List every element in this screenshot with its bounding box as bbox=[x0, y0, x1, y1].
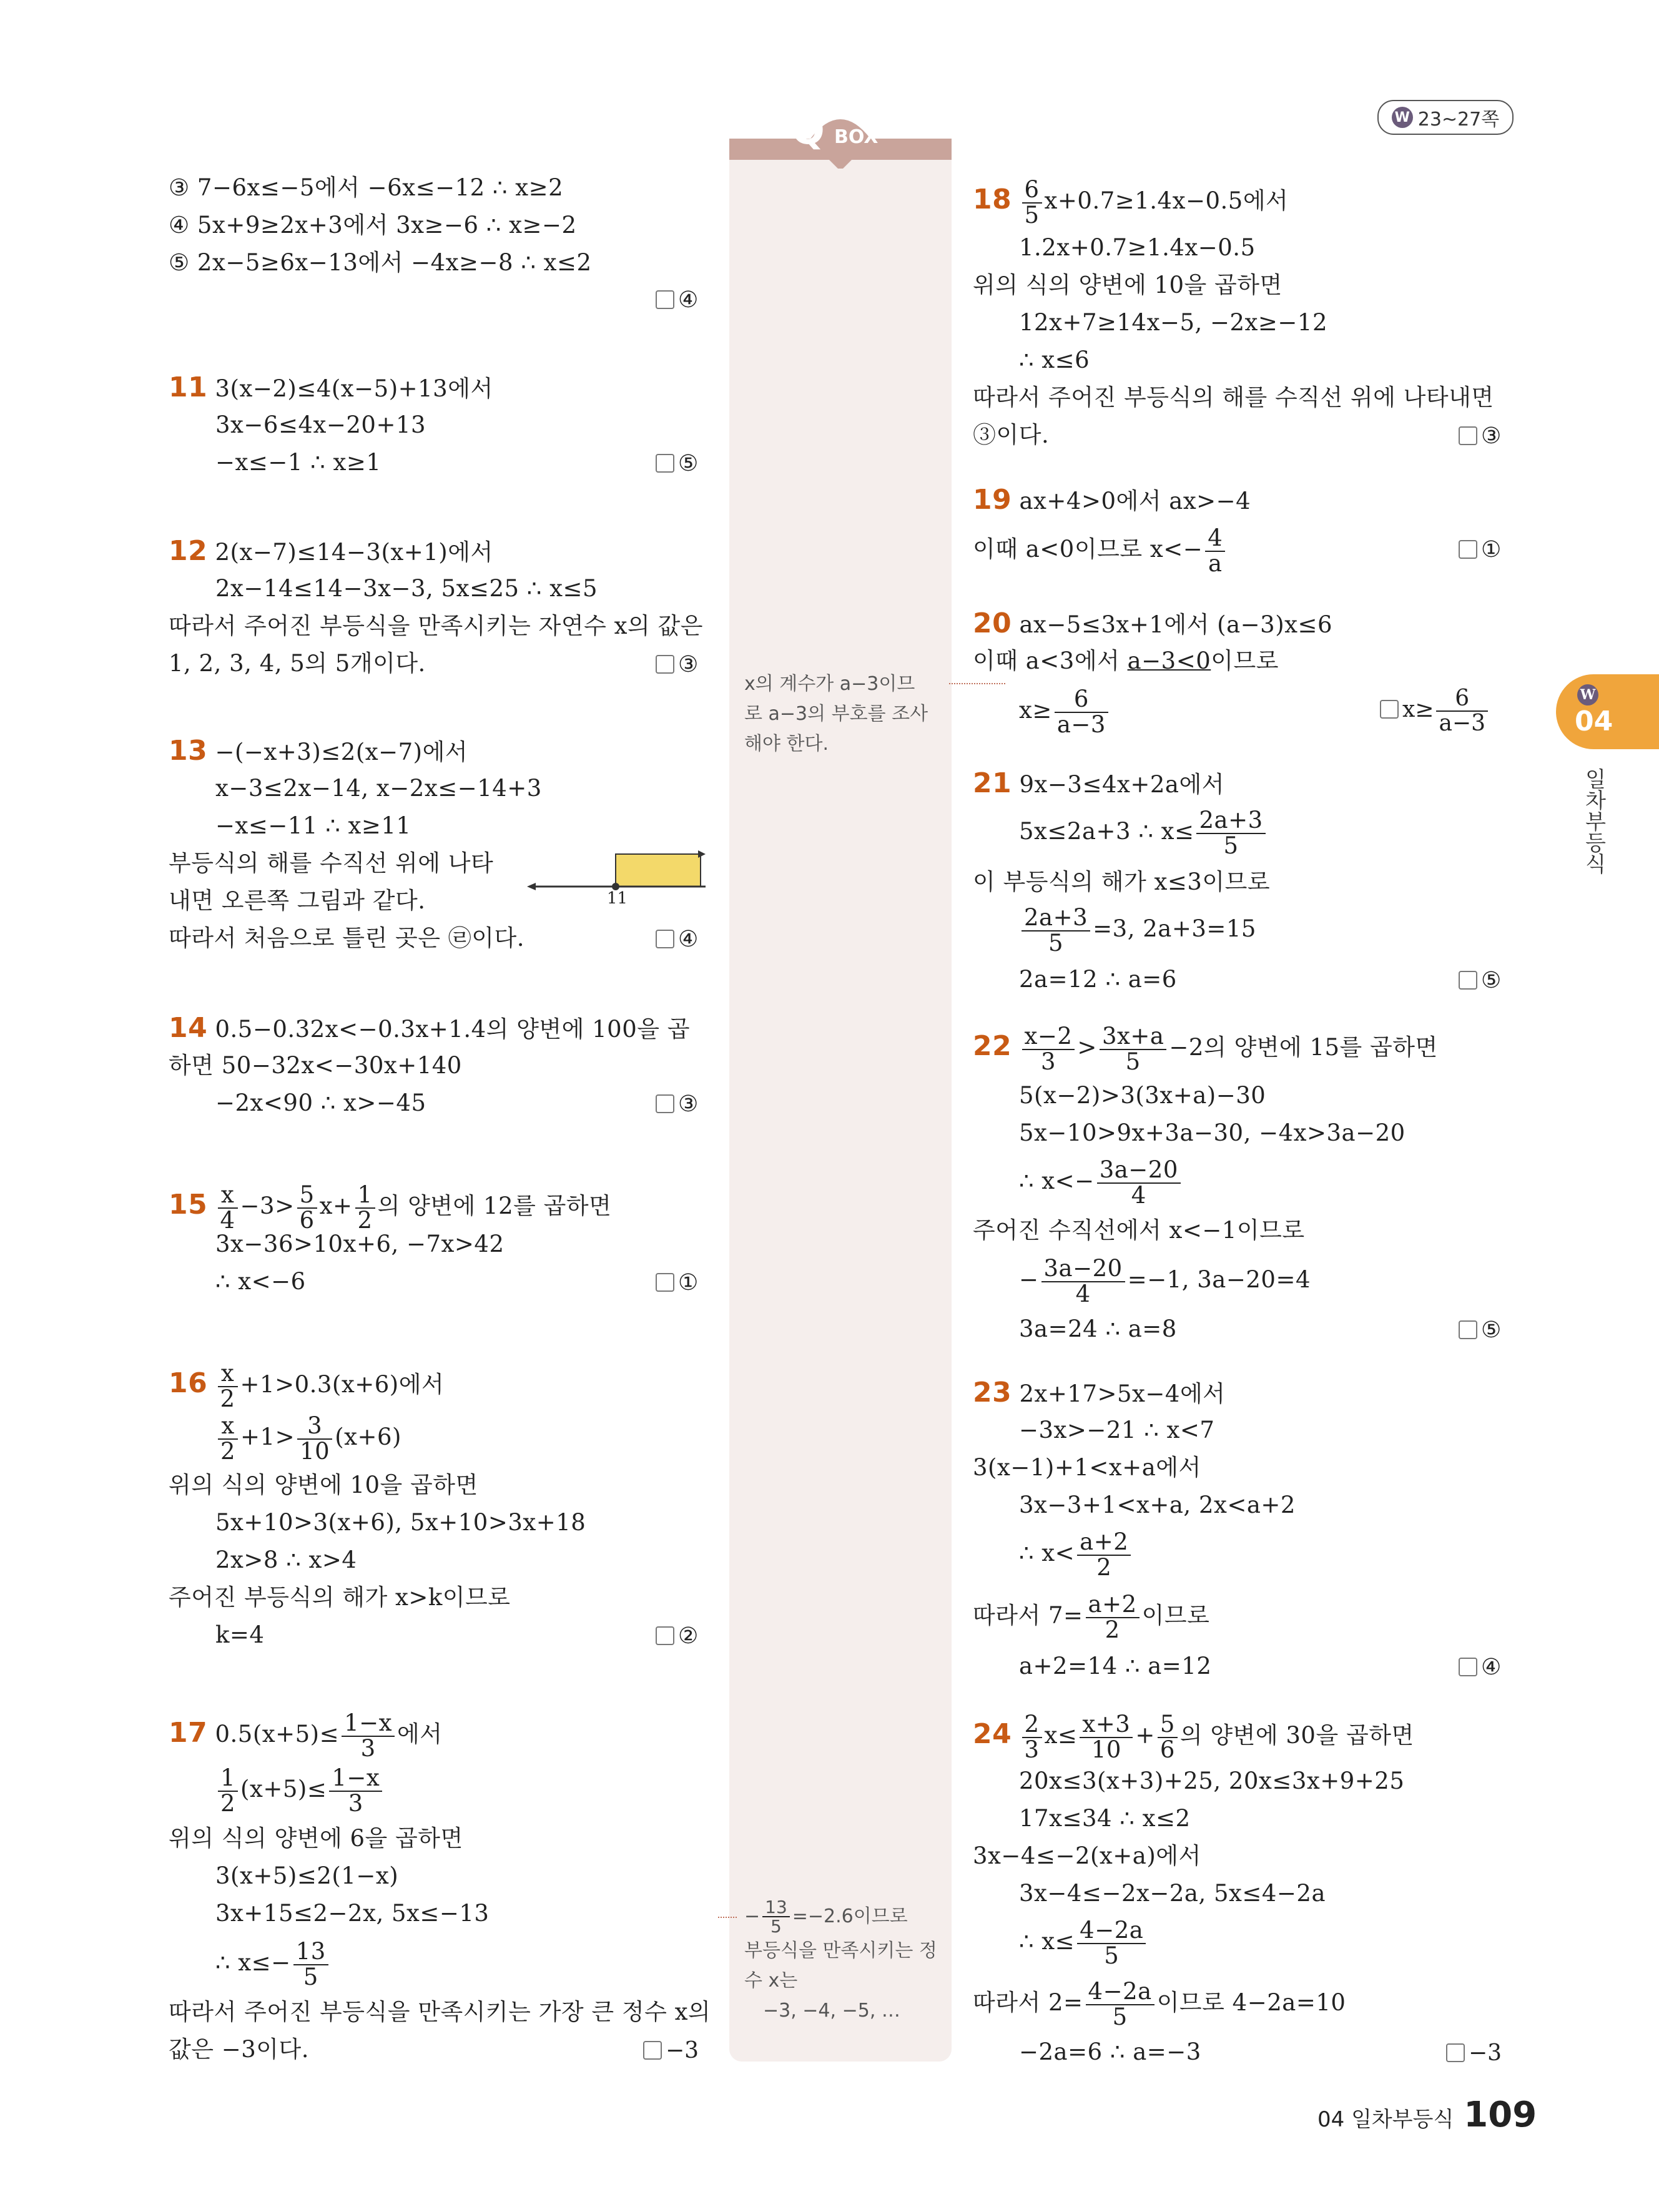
p22-line3: 5x−10>9x+3a−30, −4x>3a−20 bbox=[1019, 1119, 1405, 1146]
answer-icon bbox=[1459, 540, 1477, 559]
p22-line2: 5(x−2)>3(3x+a)−30 bbox=[1019, 1082, 1266, 1109]
p22-line5: 주어진 수직선에서 x<−1이므로 bbox=[973, 1217, 1305, 1244]
q-box-note-20: x의 계수가 a−3이므 로 a−3의 부호를 조사 해야 한다. bbox=[744, 673, 928, 755]
p12-line4: 1, 2, 3, 4, 5의 5개이다. bbox=[169, 650, 426, 677]
p20-line3: x≥ $\frac{6}{a-3}$ bbox=[1019, 686, 1111, 737]
p15-line2: 3x−36>10x+6, −7x>42 bbox=[215, 1231, 505, 1257]
answer-icon bbox=[1459, 426, 1477, 445]
p13-line2: x−3≤2x−14, x−2x≤−14+3 bbox=[215, 775, 542, 802]
workbook-icon: W bbox=[1577, 684, 1598, 705]
p21-line5: 2a=12 ∴ a=6 bbox=[1019, 966, 1177, 993]
chapter-title-vertical: 일차부등식 bbox=[1581, 768, 1606, 874]
p19-line2: 이때 a<0이므로 x<− $\frac{4}{a}$ bbox=[973, 524, 1228, 576]
p17-line7: 따라서 주어진 부등식을 만족시키는 가장 큰 정수 x의 bbox=[169, 1998, 711, 2025]
p13-line6: 따라서 처음으로 틀린 곳은 ㉣이다. bbox=[169, 925, 524, 951]
q-box-pointer-20 bbox=[949, 683, 1005, 684]
answer-24: −3 bbox=[1446, 2040, 1502, 2066]
p18-line4: 12x+7≥14x−5, −2x≥−12 bbox=[1019, 309, 1327, 336]
p18-line6: 따라서 주어진 부등식의 해를 수직선 위에 나타내면 bbox=[973, 384, 1494, 411]
answer-icon bbox=[1446, 2043, 1465, 2062]
p10-line2: ④ 5x+9≥2x+3에서 3x≥−6 ∴ x≥−2 bbox=[169, 212, 577, 238]
p23-line5: ∴ x< $\frac{a+2}{2}$ bbox=[1019, 1528, 1133, 1580]
answer-icon bbox=[656, 1273, 674, 1292]
page-range: 23~27쪽 bbox=[1417, 109, 1500, 130]
q-box-note-17: − $\frac{13}{5}$ =−2.6이므로 부등식을 만족시키는 정 수 x는 −3, −4, −5, … bbox=[744, 1897, 937, 2022]
answer-21: ⑤ bbox=[1459, 968, 1501, 993]
p11-line3: −x≤−1 ∴ x≥1 bbox=[215, 449, 382, 476]
p23-line1: 23 2x+17>5x−4에서 bbox=[973, 1377, 1226, 1408]
p14-line1: 14 0.5−0.32x<−0.3x+1.4의 양변에 100을 곱 bbox=[169, 1012, 691, 1044]
q-box-column bbox=[729, 139, 952, 2062]
answer-19: ① bbox=[1459, 537, 1501, 563]
answer-13: ④ bbox=[656, 927, 698, 952]
p14-line3: −2x<90 ∴ x>−45 bbox=[215, 1089, 426, 1116]
q-box-label: BOX bbox=[834, 126, 879, 148]
p23-line3: 3(x−1)+1<x+a에서 bbox=[973, 1454, 1201, 1481]
p21-line1: 21 9x−3≤4x+2a에서 bbox=[973, 767, 1224, 799]
answer-icon bbox=[1459, 971, 1477, 990]
p24-line1: 24 $\frac{2}{3}$ x≤ $\frac{x+3}{10}$ + $\frac{5}{6}$ 의 양변에 30을 곱하면 bbox=[973, 1710, 1414, 1763]
answer-icon bbox=[1459, 1320, 1477, 1339]
page-range-badge bbox=[1377, 100, 1514, 135]
p20-line1: 20 ax−5≤3x+1에서 (a−3)x≤6 bbox=[973, 607, 1333, 639]
p24-line8: −2a=6 ∴ a=−3 bbox=[1019, 2038, 1201, 2065]
p21-line3: 이 부등식의 해가 x≤3이므로 bbox=[973, 868, 1271, 895]
p16-line6: 주어진 부등식의 해가 x>k이므로 bbox=[169, 1584, 511, 1611]
p23-line6: 따라서 7= $\frac{a+2}{2}$ 이므로 bbox=[973, 1590, 1210, 1643]
p17-line1: 17 0.5(x+5)≤ $\frac{1-x}{3}$ 에서 bbox=[169, 1709, 443, 1762]
p15-line3: ∴ x<−6 bbox=[215, 1268, 306, 1295]
answer-icon bbox=[1459, 1658, 1477, 1676]
answer-icon bbox=[656, 1626, 674, 1645]
answer-15: ① bbox=[656, 1270, 698, 1295]
p24-line7: 따라서 2= $\frac{4-2a}{5}$ 이므로 4−2a=10 bbox=[973, 1977, 1346, 2030]
p24-line3: 17x≤34 ∴ x≤2 bbox=[1019, 1805, 1191, 1832]
p24-line5: 3x−4≤−2x−2a, 5x≤4−2a bbox=[1019, 1880, 1326, 1907]
p10-line1: ③ 7−6x≤−5에서 −6x≤−12 ∴ x≥2 bbox=[169, 174, 564, 201]
p13-line4: 부등식의 해를 수직선 위에 나타 bbox=[169, 850, 494, 877]
q-box-pointer-17 bbox=[718, 1917, 737, 1918]
p16-line4: 5x+10>3(x+6), 5x+10>3x+18 bbox=[215, 1509, 586, 1536]
p22-line1: 22 $\frac{x-2}{3}$ > $\frac{3x+a}{5}$ −2의 양변에 15를 곱하면 bbox=[973, 1022, 1438, 1075]
p22-line7: 3a=24 ∴ a=8 bbox=[1019, 1315, 1177, 1342]
chapter-number: 04 bbox=[1575, 705, 1613, 737]
p24-line6: ∴ x≤ $\frac{4-2a}{5}$ bbox=[1019, 1917, 1148, 1968]
answer-icon bbox=[1380, 700, 1399, 719]
p12-line3: 따라서 주어진 부등식을 만족시키는 자연수 x의 값은 bbox=[169, 612, 704, 639]
p12-line1: 12 2(x−7)≤14−3(x+1)에서 bbox=[169, 535, 493, 567]
p18-line7: ③이다. bbox=[973, 421, 1050, 448]
p17-line6: ∴ x≤− $\frac{13}{5}$ bbox=[215, 1938, 331, 1989]
answer-icon bbox=[656, 655, 674, 674]
p23-line2: −3x>−21 ∴ x<7 bbox=[1019, 1417, 1215, 1443]
p11-line1: 11 3(x−2)≤4(x−5)+13에서 bbox=[169, 371, 493, 403]
p21-line4: $\frac{2a+3}{5}$ =3, 2a+3=15 bbox=[1019, 904, 1256, 955]
answer-11: ⑤ bbox=[656, 451, 698, 476]
answer-23: ④ bbox=[1459, 1654, 1501, 1680]
p17-line2: $\frac{1}{2}$ (x+5)≤ $\frac{1-x}{3}$ bbox=[215, 1764, 385, 1816]
footer-chapter: 04 일차부등식 bbox=[1317, 2107, 1454, 2132]
page-footer bbox=[1317, 2095, 1537, 2135]
p20-line2: 이때 a<3에서 a−3<0이므로 bbox=[973, 647, 1279, 674]
answer-17: −3 bbox=[643, 2038, 699, 2063]
p12-line2: 2x−14≤14−3x−3, 5x≤25 ∴ x≤5 bbox=[215, 575, 598, 602]
p21-line2: 5x≤2a+3 ∴ x≤ $\frac{2a+3}{5}$ bbox=[1019, 807, 1268, 858]
p17-line3: 위의 식의 양변에 6을 곱하면 bbox=[169, 1825, 463, 1852]
p19-line1: 19 ax+4>0에서 ax>−4 bbox=[973, 484, 1251, 516]
answer-icon bbox=[656, 930, 674, 948]
answer-22: ⑤ bbox=[1459, 1317, 1501, 1343]
p18-line3: 위의 식의 양변에 10을 곱하면 bbox=[973, 272, 1282, 298]
p14-line2: 하면 50−32x<−30x+140 bbox=[169, 1052, 462, 1079]
page-number: 109 bbox=[1464, 2095, 1537, 2135]
p13-line3: −x≤−11 ∴ x≥11 bbox=[215, 812, 411, 839]
chapter-tab bbox=[1556, 674, 1659, 749]
answer-icon bbox=[656, 1094, 674, 1113]
p23-line4: 3x−3+1<x+a, 2x<a+2 bbox=[1019, 1492, 1296, 1518]
p24-line4: 3x−4≤−2(x+a)에서 bbox=[973, 1842, 1201, 1869]
q-box-q: Q bbox=[792, 107, 825, 153]
p16-line1: 16 $\frac{x}{2}$ +1>0.3(x+6)에서 bbox=[169, 1359, 445, 1412]
answer-14: ③ bbox=[656, 1091, 698, 1117]
answer-20: x≥ $\frac{6}{a-3}$ bbox=[1380, 687, 1490, 735]
p23-line7: a+2=14 ∴ a=12 bbox=[1019, 1653, 1212, 1679]
answer-icon bbox=[643, 2041, 662, 2060]
p10-line3: ⑤ 2x−5≥6x−13에서 −4x≥−8 ∴ x≤2 bbox=[169, 249, 592, 276]
answer-icon bbox=[656, 290, 674, 309]
p18-line1: 18 $\frac{6}{5}$ x+0.7≥1.4x−0.5에서 bbox=[973, 175, 1289, 229]
q-box-header bbox=[729, 106, 952, 162]
answer-18: ③ bbox=[1459, 423, 1501, 449]
p18-line2: 1.2x+0.7≥1.4x−0.5 bbox=[1019, 234, 1256, 261]
number-line-label: 11 bbox=[607, 889, 628, 908]
answer-12: ③ bbox=[656, 652, 698, 677]
answer-10: ④ bbox=[656, 287, 698, 313]
p17-line5: 3x+15≤2−2x, 5x≤−13 bbox=[215, 1900, 490, 1927]
p11-line2: 3x−6≤4x−20+13 bbox=[215, 411, 426, 438]
p13-line5: 내면 오른쪽 그림과 같다. bbox=[169, 887, 426, 914]
number-line-13 bbox=[524, 849, 712, 912]
p15-line1: 15 $\frac{x}{4}$ −3> $\frac{5}{6}$ x+ $\frac{1}{2}$ 의 양변에 12를 곱하면 bbox=[169, 1181, 612, 1234]
p17-line8: 값은 −3이다. bbox=[169, 2036, 310, 2063]
answer-16: ② bbox=[656, 1623, 698, 1649]
p13-line1: 13 −(−x+3)≤2(x−7)에서 bbox=[169, 735, 468, 767]
p17-line4: 3(x+5)≤2(1−x) bbox=[215, 1862, 399, 1889]
p24-line2: 20x≤3(x+3)+25, 20x≤3x+9+25 bbox=[1019, 1767, 1405, 1794]
p22-line4: ∴ x<− $\frac{3a-20}{4}$ bbox=[1019, 1156, 1183, 1207]
p16-line2: $\frac{x}{2}$ +1> $\frac{3}{10}$ (x+6) bbox=[215, 1412, 401, 1463]
p18-line5: ∴ x≤6 bbox=[1019, 347, 1090, 373]
p22-line6: − $\frac{3a-20}{4}$ =−1, 3a−20=4 bbox=[1019, 1254, 1311, 1307]
p16-line3: 위의 식의 양변에 10을 곱하면 bbox=[169, 1472, 478, 1498]
answer-icon bbox=[656, 454, 674, 473]
workbook-icon: W bbox=[1392, 107, 1413, 128]
p16-line5: 2x>8 ∴ x>4 bbox=[215, 1546, 357, 1573]
p16-line7: k=4 bbox=[215, 1621, 265, 1648]
